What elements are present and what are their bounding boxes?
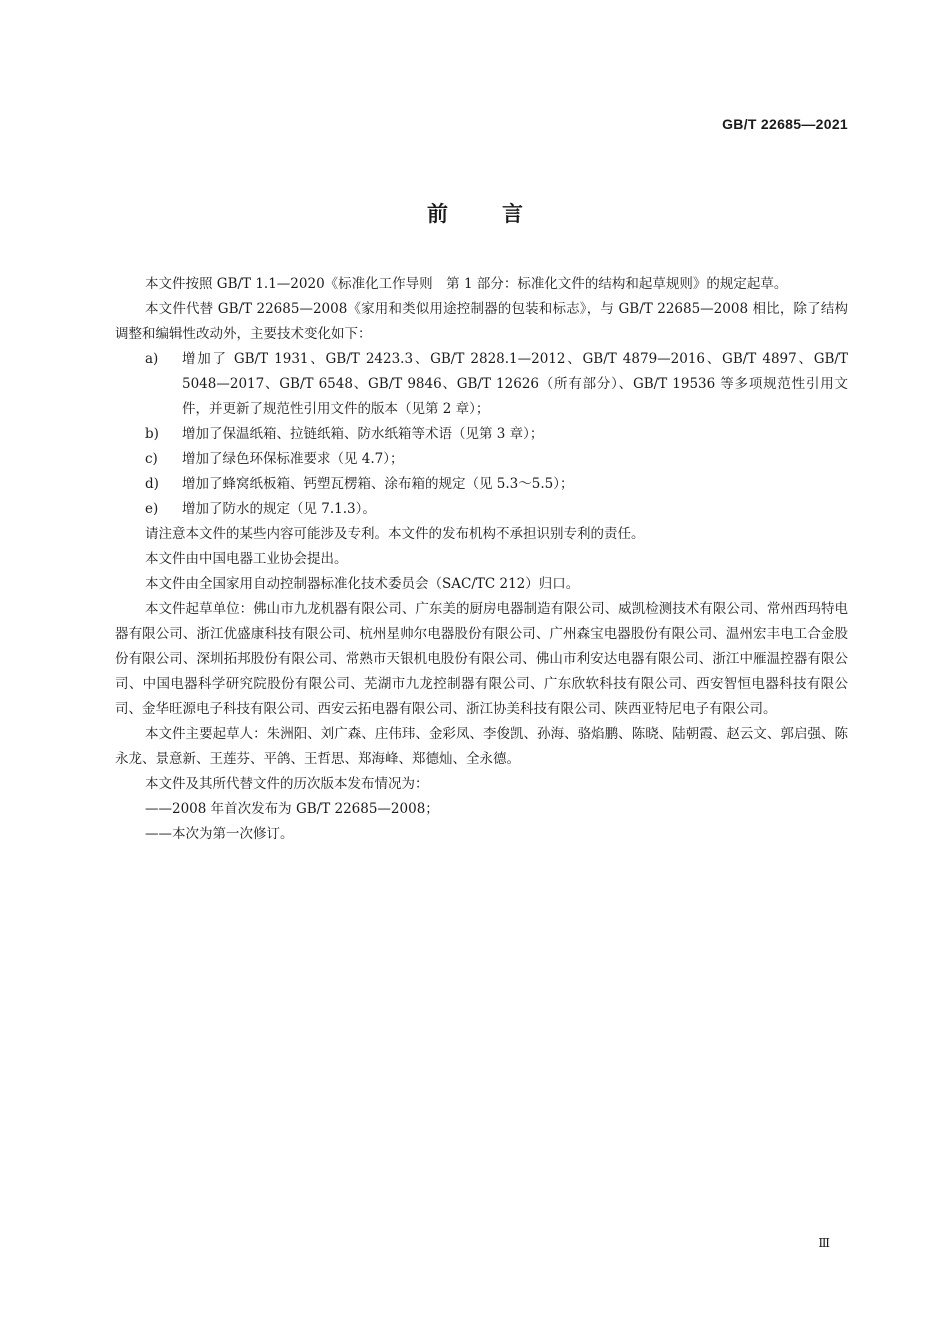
list-item-label: c) — [145, 451, 158, 467]
page-title: 前言 — [427, 202, 577, 226]
paragraph-drafting-rules: 本文件按照 GB/T 1.1—2020《标准化工作导则 第 1 部分：标准化文件的结构和起草规则》的规定起草。 — [145, 276, 788, 292]
paragraph-drafters: 本文件主要起草人：朱洲阳、刘广森、庄伟玮、金彩凤、李俊凯、孙海、骆焰鹏、陈晓、陆朝霞、赵云文、郭启强、陈永龙、景意新、王莲芬、平鸽、王哲思、郑海峰、郑德灿、全永德。 — [115, 726, 848, 767]
list-item-label: b) — [145, 426, 159, 442]
history-item: ——2008 年首次发布为 GB/T 22685—2008； — [145, 801, 439, 817]
list-item — [115, 497, 848, 522]
list-item — [115, 347, 848, 422]
list-item-text: 增加了 GB/T 1931、GB/T 2423.3、GB/T 2828.1—2012、GB/T 4879—2016、GB/T 4897、GB/T 5048—2017、GB/T 6548、GB/T 9846、GB/T 12626（所有部分）、GB/T 19536 等多项规范性引用文件，并更新了规范性引用文件的版本（见第 2 章）； — [182, 351, 848, 417]
list-item-text: 增加了防水的规定（见 7.1.3）。 — [182, 501, 376, 517]
paragraph-patent-notice: 请注意本文件的某些内容可能涉及专利。本文件的发布机构不承担识别专利的责任。 — [145, 526, 645, 542]
list-item-text: 增加了保温纸箱、拉链纸箱、防水纸箱等术语（见第 3 章）； — [182, 426, 544, 442]
paragraph-proposer: 本文件由中国电器工业协会提出。 — [145, 551, 348, 567]
paragraph-drafting-units: 本文件起草单位：佛山市九龙机器有限公司、广东美的厨房电器制造有限公司、威凯检测技术有限公司、常州西玛特电器有限公司、浙江优盛康科技有限公司、杭州星帅尔电器股份有限公司、广州森宝电器股份有限公司、温州宏丰电工合金股份有限公司、深圳拓邦股份有限公司、常熟市天银机电股份有限公司、佛山市利安达电器有限公司、浙江中雁温控器有限公司、中国电器科学研究院股份有限公司、芜湖市九龙控制器有限公司、广东欣软科技有限公司、西安智恒电器科技有限公司、金华旺源电子科技有限公司、西安云拓电器有限公司、浙江协美科技有限公司、陕西亚特尼电子有限公司。 — [115, 601, 848, 717]
page-number: Ⅲ — [818, 1236, 830, 1250]
paragraph-replacement: 本文件代替 GB/T 22685—2008《家用和类似用途控制器的包装和标志》，与 GB/T 22685—2008 相比，除了结构调整和编辑性改动外，主要技术变化如下： — [115, 301, 848, 342]
list-item-text: 增加了绿色环保标准要求（见 4.7）； — [182, 451, 404, 467]
paragraph-history-intro: 本文件及其所代替文件的历次版本发布情况为： — [145, 776, 429, 792]
list-item — [115, 447, 848, 472]
standard-code: GB/T 22685—2021 — [722, 116, 848, 132]
list-item-text: 增加了蜂窝纸板箱、钙塑瓦楞箱、涂布箱的规定（见 5.3～5.5）； — [182, 476, 574, 492]
paragraph-centralized: 本文件由全国家用自动控制器标准化技术委员会（SAC/TC 212）归口。 — [145, 576, 580, 592]
list-item-label: a) — [145, 351, 159, 367]
changes-list — [115, 347, 848, 522]
history-item: ——本次为第一次修订。 — [145, 826, 294, 842]
list-item-label: e) — [145, 501, 159, 517]
list-item-label: d) — [145, 476, 159, 492]
list-item — [115, 422, 848, 447]
list-item — [115, 472, 848, 497]
foreword-content — [115, 272, 848, 847]
